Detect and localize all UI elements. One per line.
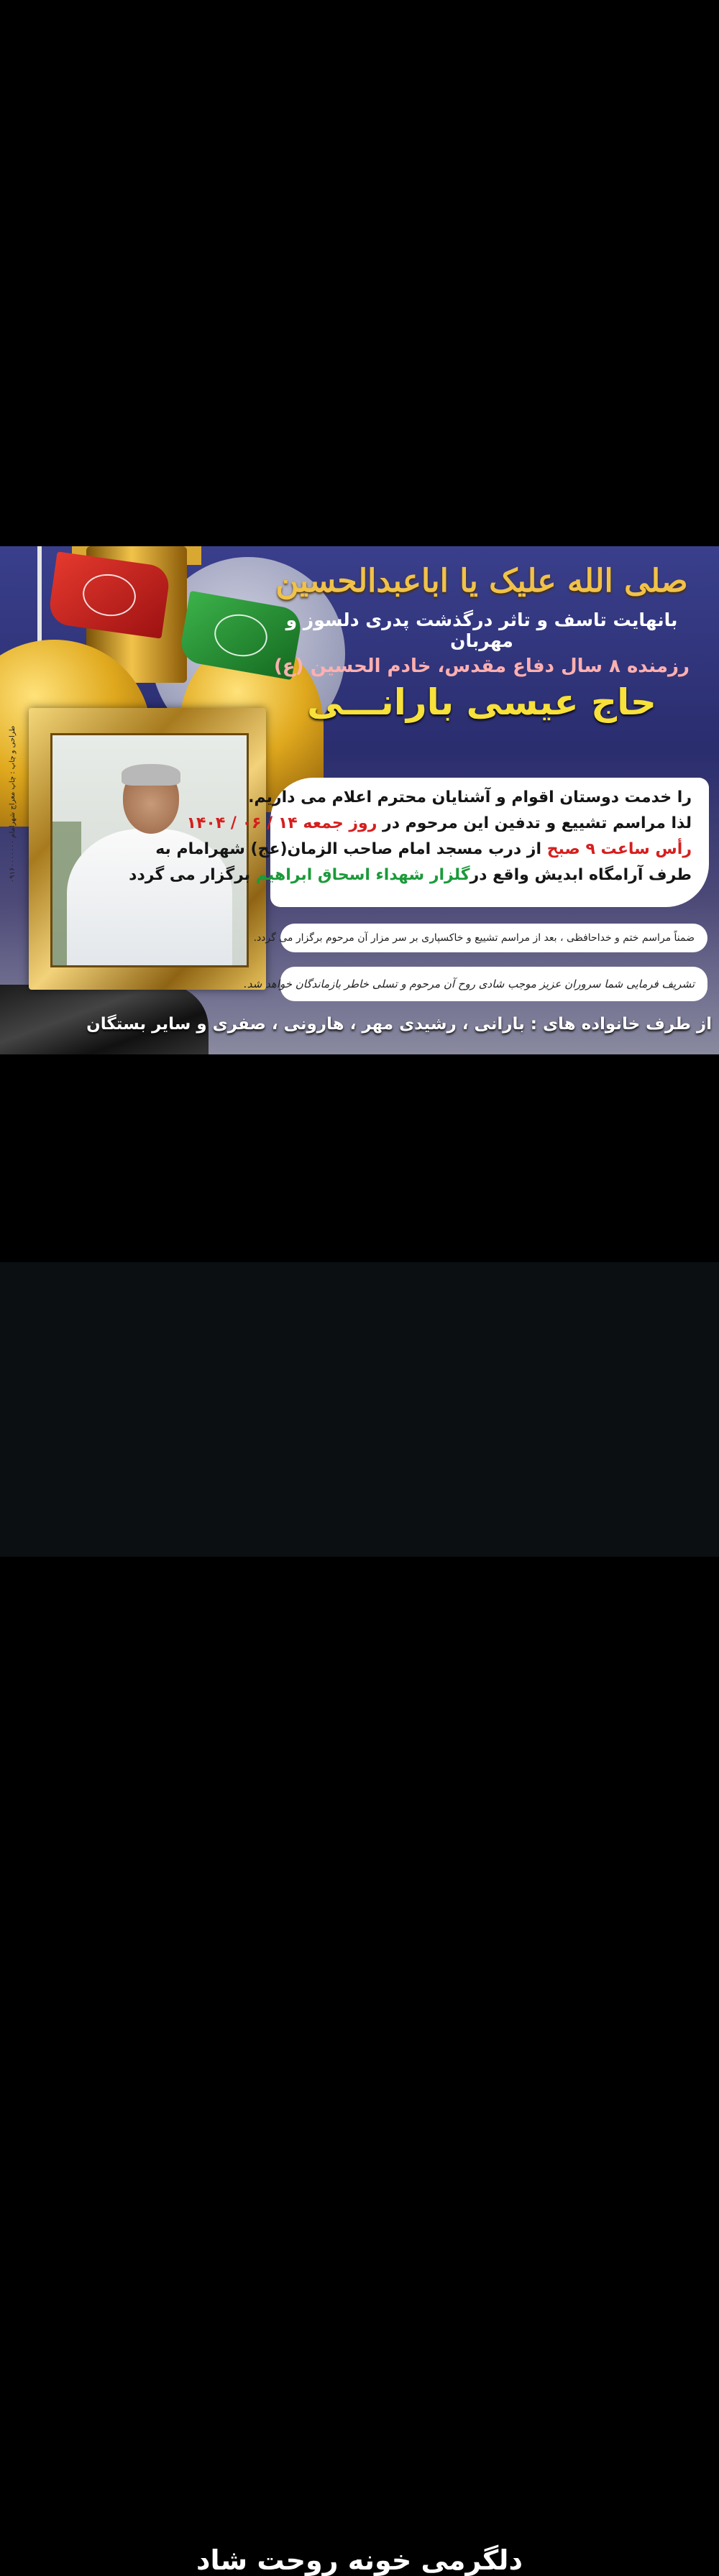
announcement-line-3: رأس ساعت ۹ صبح از درب مسجد امام صاحب الزمان(عج) شهرامام به <box>155 840 692 858</box>
memorial-note: ضمناً مراسم ختم و خداحافظی ، بعد از مراسم تشییع و خاکسپاری بر سر مزار آن مرحوم برگزار می گردد. <box>280 924 707 952</box>
burial-place: گلزار شهداء اسحاق ابراهیم <box>255 866 470 884</box>
announcement-line-4: طرف آرامگاه ابدیش واقع درگلزار شهداء اسحاق ابراهیم برگزار می گردد <box>129 866 692 884</box>
printer-credit: طراحی و چاپ : چاپ معراج شهرامام ۰۹۱۶۰۰۰۰۰۰۰ <box>9 726 17 883</box>
red-flag-icon <box>47 551 171 638</box>
caption-bar[interactable] <box>0 1262 719 2576</box>
caption-text: دلگرمی خونه روحت شاد <box>196 2544 523 2576</box>
veteran-line: رزمنده ۸ سال دفاع مقدس، خادم الحسین (ع) <box>274 656 690 677</box>
deceased-name: حاج عیسی بارانـــی <box>307 681 656 723</box>
announcement-line-1: را خدمت دوستان اقوام و آشنایان محترم اعلام می داریم. <box>248 788 692 806</box>
photo-hair <box>122 764 180 786</box>
funeral-date: روز جمعه ۱۴ / ۰۶ / ۱۴۰۴ <box>186 814 377 832</box>
funeral-time: رأس ساعت ۹ صبح <box>546 840 692 858</box>
families-line: از طرف خانواده های : بارانی ، رشیدی مهر ، هارونی ، صفری و سایر بستگان <box>86 1015 712 1034</box>
announcement-line-2: لذا مراسم تشییع و تدفین این مرحوم در روز جمعه ۱۴ / ۰۶ / ۱۴۰۴ <box>186 814 692 832</box>
obituary-poster[interactable] <box>0 546 719 1054</box>
poster-header <box>259 550 705 723</box>
condolence-line: بانهایت تاسف و تاثر درگذشت پدری دلسوز و مهربان <box>285 610 678 651</box>
attendance-note: تشریف فرمایی شما سروران عزیز موجب شادی روح آن مرحوم و تسلی خاطر بازماندگان خواهد شد. <box>280 967 707 1001</box>
calligraphy-title: صلی الله علیک یا اباعبدالحسین <box>275 563 688 599</box>
announcement-box <box>129 778 709 907</box>
